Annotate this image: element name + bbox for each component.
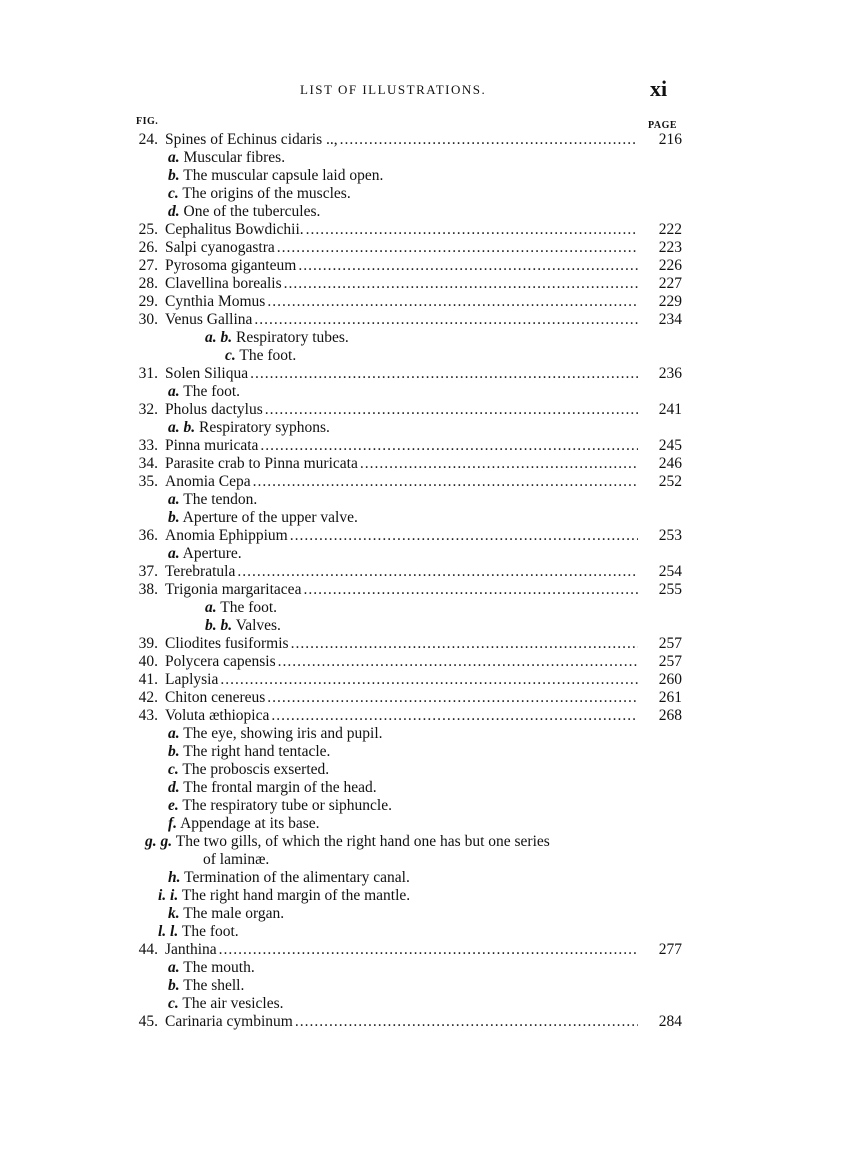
sub-item-text: The tendon.	[183, 491, 258, 508]
figure-subentry	[0, 725, 850, 743]
figure-number: 39.	[138, 635, 158, 652]
sub-item-continuation: of laminæ.	[203, 851, 270, 868]
figure-entry	[0, 689, 850, 707]
sub-item	[168, 977, 244, 995]
entry-title-leader	[165, 689, 638, 707]
sub-item-text: Respiratory tubes.	[236, 329, 349, 346]
sub-item	[168, 761, 329, 779]
figure-title: Voluta æthiopica	[165, 707, 270, 724]
figure-number: 44.	[138, 941, 158, 958]
figure-title: Cynthia Momus	[165, 293, 266, 310]
figure-number: 43.	[138, 707, 158, 724]
sub-item-text: The proboscis exserted.	[182, 761, 330, 778]
figure-title: Clavellina borealis	[165, 275, 282, 292]
sub-item-text: Aperture.	[182, 545, 242, 562]
figure-subentry	[0, 995, 850, 1013]
figure-subentry	[0, 329, 850, 347]
sub-item-text: The respiratory tube or siphuncle.	[182, 797, 392, 814]
figure-title: Polycera capensis	[165, 653, 276, 670]
figure-entry	[0, 221, 850, 239]
figure-entry	[0, 239, 850, 257]
page-reference: 223	[658, 239, 682, 256]
figure-subentry	[0, 923, 850, 941]
dot-leader	[284, 275, 638, 293]
figure-subentry	[0, 959, 850, 977]
page-number: xi	[650, 76, 668, 101]
figure-title: Cliodites fusiformis	[165, 635, 289, 652]
sub-item	[205, 329, 349, 347]
page-reference: 245	[658, 437, 682, 454]
figure-number: 32.	[138, 401, 158, 418]
figure-subentry	[0, 815, 850, 833]
page-reference: 252	[658, 473, 682, 490]
page-reference: 216	[658, 131, 682, 148]
sub-item-text: The origins of the muscles.	[182, 185, 351, 202]
entry-title-leader	[165, 1013, 638, 1031]
figure-number: 36.	[138, 527, 158, 544]
sub-item	[205, 599, 277, 617]
dot-leader	[360, 455, 638, 473]
figure-title: Venus Gallina	[165, 311, 253, 328]
figure-title: Cephalitus Bowdichii.	[165, 221, 304, 238]
figure-entry	[0, 401, 850, 419]
sub-item	[168, 815, 320, 833]
sub-item	[168, 743, 330, 761]
figure-entry	[0, 131, 850, 149]
figure-entry	[0, 293, 850, 311]
figure-entry	[0, 581, 850, 599]
sub-item	[145, 833, 550, 851]
fig-column-header: FIG.	[136, 116, 159, 127]
sub-item-label: a. b.	[168, 419, 196, 436]
figure-title: Parasite crab to Pinna muricata	[165, 455, 358, 472]
sub-item-label: a.	[168, 959, 180, 976]
entry-title-leader	[165, 707, 638, 725]
entry-title-leader	[165, 635, 638, 653]
sub-item-label: h.	[168, 869, 181, 886]
dot-leader	[340, 131, 638, 149]
sub-item-text: Appendage at its base.	[180, 815, 320, 832]
entry-title-leader	[165, 455, 638, 473]
page-reference: 229	[658, 293, 682, 310]
sub-item-label: a.	[168, 725, 180, 742]
sub-item	[168, 167, 383, 185]
figure-number: 41.	[138, 671, 158, 688]
sub-item-text: The shell.	[183, 977, 245, 994]
sub-item-text: Aperture of the upper valve.	[182, 509, 358, 526]
entry-title-leader	[165, 473, 638, 491]
entry-title-leader	[165, 941, 638, 959]
page-reference: 236	[658, 365, 682, 382]
page-reference: 226	[658, 257, 682, 274]
sub-item	[158, 923, 239, 941]
figure-number: 34.	[138, 455, 158, 472]
sub-item-text: Respiratory syphons.	[199, 419, 330, 436]
sub-item-text: Valves.	[235, 617, 281, 634]
entry-title-leader	[165, 239, 638, 257]
sub-item	[168, 797, 392, 815]
figure-number: 31.	[138, 365, 158, 382]
sub-item-label: b.	[168, 509, 180, 526]
sub-item-label: a. b.	[205, 329, 233, 346]
figure-subentry	[0, 509, 850, 527]
figure-subentry	[0, 545, 850, 563]
sub-item-label: d.	[168, 203, 180, 220]
figure-entry	[0, 653, 850, 671]
figure-subentry	[0, 185, 850, 203]
figure-entry	[0, 455, 850, 473]
figure-number: 28.	[138, 275, 158, 292]
entry-title-leader	[165, 293, 638, 311]
figure-number: 45.	[138, 1013, 158, 1030]
figure-entry	[0, 527, 850, 545]
sub-item-label: g. g.	[145, 833, 173, 850]
sub-item-label: a.	[168, 383, 180, 400]
dot-leader	[250, 365, 638, 383]
figure-entry	[0, 437, 850, 455]
dot-leader	[306, 221, 638, 239]
figure-entry	[0, 941, 850, 959]
sub-item-text: The mouth.	[183, 959, 255, 976]
sub-item-text: The eye, showing iris and pupil.	[183, 725, 383, 742]
figure-subentry	[0, 383, 850, 401]
figure-number: 24.	[138, 131, 158, 148]
sub-item	[225, 347, 296, 365]
sub-item-text: The right hand margin of the mantle.	[181, 887, 411, 904]
dot-leader	[267, 689, 638, 707]
figure-title: Pinna muricata	[165, 437, 259, 454]
entry-title-leader	[165, 671, 638, 689]
sub-item-label: i. i.	[158, 887, 179, 904]
illustration-list	[0, 131, 850, 1031]
sub-item-label: l. l.	[158, 923, 179, 940]
running-title: LIST OF ILLUSTRATIONS.	[300, 82, 487, 97]
sub-item	[168, 779, 377, 797]
page-reference: 253	[658, 527, 682, 544]
figure-title: Spines of Echinus cidaris ..,	[165, 131, 338, 148]
figure-subentry	[0, 851, 850, 869]
sub-item	[168, 203, 320, 221]
dot-leader	[267, 293, 638, 311]
figure-entry	[0, 257, 850, 275]
sub-item	[158, 887, 410, 905]
sub-item-text: The right hand tentacle.	[183, 743, 331, 760]
sub-item	[168, 869, 410, 887]
page-reference: 255	[658, 581, 682, 598]
sub-item	[168, 491, 257, 509]
figure-title: Trigonia margaritacea	[165, 581, 302, 598]
sub-item-text: Muscular fibres.	[183, 149, 286, 166]
sub-item-text: The foot.	[239, 347, 297, 364]
figure-subentry	[0, 617, 850, 635]
entry-title-leader	[165, 365, 638, 383]
sub-item-text: The foot.	[183, 383, 241, 400]
figure-number: 38.	[138, 581, 158, 598]
figure-entry	[0, 671, 850, 689]
sub-item-label: b.	[168, 743, 180, 760]
sub-item-label: b. b.	[205, 617, 233, 634]
figure-subentry	[0, 905, 850, 923]
figure-number: 30.	[138, 311, 158, 328]
figure-number: 27.	[138, 257, 158, 274]
entry-title-leader	[165, 401, 638, 419]
dot-leader	[271, 707, 638, 725]
sub-item	[168, 545, 242, 563]
dot-leader	[265, 401, 638, 419]
sub-item-text: The male organ.	[183, 905, 285, 922]
figure-title: Janthina	[165, 941, 217, 958]
entry-title-leader	[165, 221, 638, 239]
sub-item	[168, 419, 330, 437]
sub-item	[168, 905, 284, 923]
sub-item-label: a.	[168, 491, 180, 508]
figure-subentry	[0, 761, 850, 779]
page-reference: 284	[658, 1013, 682, 1030]
page-reference: 257	[658, 635, 682, 652]
figure-entry	[0, 1013, 850, 1031]
dot-leader	[295, 1013, 638, 1031]
sub-item	[168, 509, 358, 527]
figure-entry	[0, 365, 850, 383]
sub-item-label: a.	[168, 545, 180, 562]
figure-entry	[0, 707, 850, 725]
figure-subentry	[0, 833, 850, 851]
entry-title-leader	[165, 527, 638, 545]
page-reference: 257	[658, 653, 682, 670]
figure-subentry	[0, 203, 850, 221]
figure-title: Pholus dactylus	[165, 401, 263, 418]
entry-title-leader	[165, 563, 638, 581]
figure-number: 42.	[138, 689, 158, 706]
figure-title: Chiton cenereus	[165, 689, 266, 706]
figure-title: Anomia Ephippium	[165, 527, 288, 544]
dot-leader	[303, 581, 638, 599]
sub-item	[168, 995, 284, 1013]
page-reference: 268	[658, 707, 682, 724]
sub-item-label: f.	[168, 815, 178, 832]
figure-number: 37.	[138, 563, 158, 580]
dot-leader	[253, 473, 638, 491]
sub-item-label: a.	[168, 149, 180, 166]
sub-item-text: The air vesicles.	[182, 995, 284, 1012]
figure-entry	[0, 311, 850, 329]
page-reference: 241	[658, 401, 682, 418]
figure-subentry	[0, 419, 850, 437]
figure-title: Carinaria cymbinum	[165, 1013, 293, 1030]
page-reference: 227	[658, 275, 682, 292]
figure-entry	[0, 635, 850, 653]
entry-title-leader	[165, 257, 638, 275]
page-column-header: PAGE	[648, 120, 678, 131]
sub-item-label: k.	[168, 905, 180, 922]
dot-leader	[277, 239, 638, 257]
figure-title: Salpi cyanogastra	[165, 239, 275, 256]
sub-item-text: The foot.	[181, 923, 239, 940]
sub-item-label: e.	[168, 797, 179, 814]
figure-subentry	[0, 869, 850, 887]
sub-item-text: One of the tubercules.	[183, 203, 321, 220]
entry-title-leader	[165, 437, 638, 455]
figure-number: 26.	[138, 239, 158, 256]
sub-item-label: c.	[225, 347, 236, 364]
sub-item	[168, 959, 255, 977]
entry-title-leader	[165, 275, 638, 293]
sub-item	[168, 383, 240, 401]
sub-item-label: c.	[168, 761, 179, 778]
sub-item	[168, 149, 285, 167]
sub-item-text: The frontal margin of the head.	[183, 779, 377, 796]
figure-subentry	[0, 149, 850, 167]
entry-title-leader	[165, 131, 638, 149]
figure-title: Solen Siliqua	[165, 365, 249, 382]
sub-item	[168, 725, 383, 743]
page-reference: 222	[658, 221, 682, 238]
figure-entry	[0, 275, 850, 293]
sub-item-label: b.	[168, 167, 180, 184]
figure-subentry	[0, 887, 850, 905]
figure-number: 35.	[138, 473, 158, 490]
figure-subentry	[0, 977, 850, 995]
figure-entry	[0, 473, 850, 491]
dot-leader	[290, 527, 638, 545]
sub-item	[168, 185, 351, 203]
page-header	[0, 76, 850, 102]
dot-leader	[278, 653, 638, 671]
figure-title: Pyrosoma giganteum	[165, 257, 297, 274]
sub-item-label: b.	[168, 977, 180, 994]
figure-subentry	[0, 599, 850, 617]
figure-subentry	[0, 347, 850, 365]
sub-item-label: a.	[205, 599, 217, 616]
dot-leader	[219, 941, 638, 959]
figure-title: Terebratula	[165, 563, 236, 580]
sub-item-label: d.	[168, 779, 180, 796]
dot-leader	[237, 563, 638, 581]
sub-item-text: Termination of the alimentary canal.	[184, 869, 410, 886]
entry-title-leader	[165, 311, 638, 329]
dot-leader	[291, 635, 638, 653]
figure-number: 33.	[138, 437, 158, 454]
dot-leader	[220, 671, 638, 689]
page-reference: 246	[658, 455, 682, 472]
sub-item-label: c.	[168, 185, 179, 202]
figure-subentry	[0, 167, 850, 185]
figure-number: 29.	[138, 293, 158, 310]
dot-leader	[298, 257, 638, 275]
page-reference: 260	[658, 671, 682, 688]
figure-subentry	[0, 491, 850, 509]
entry-title-leader	[165, 581, 638, 599]
dot-leader	[260, 437, 638, 455]
figure-subentry	[0, 743, 850, 761]
sub-item-text: The two gills, of which the right hand one has but one series	[175, 833, 550, 850]
sub-item	[205, 617, 281, 635]
sub-item-text: The muscular capsule laid open.	[183, 167, 384, 184]
entry-title-leader	[165, 653, 638, 671]
page-reference: 261	[658, 689, 682, 706]
sub-item-label: c.	[168, 995, 179, 1012]
sub-item-text: The foot.	[220, 599, 278, 616]
page-reference: 234	[658, 311, 682, 328]
page-reference: 277	[658, 941, 682, 958]
figure-subentry	[0, 779, 850, 797]
dot-leader	[254, 311, 638, 329]
figure-title: Laplysia	[165, 671, 219, 688]
figure-number: 25.	[138, 221, 158, 238]
figure-title: Anomia Cepa	[165, 473, 251, 490]
figure-number: 40.	[138, 653, 158, 670]
figure-entry	[0, 563, 850, 581]
figure-subentry	[0, 797, 850, 815]
page-reference: 254	[658, 563, 682, 580]
